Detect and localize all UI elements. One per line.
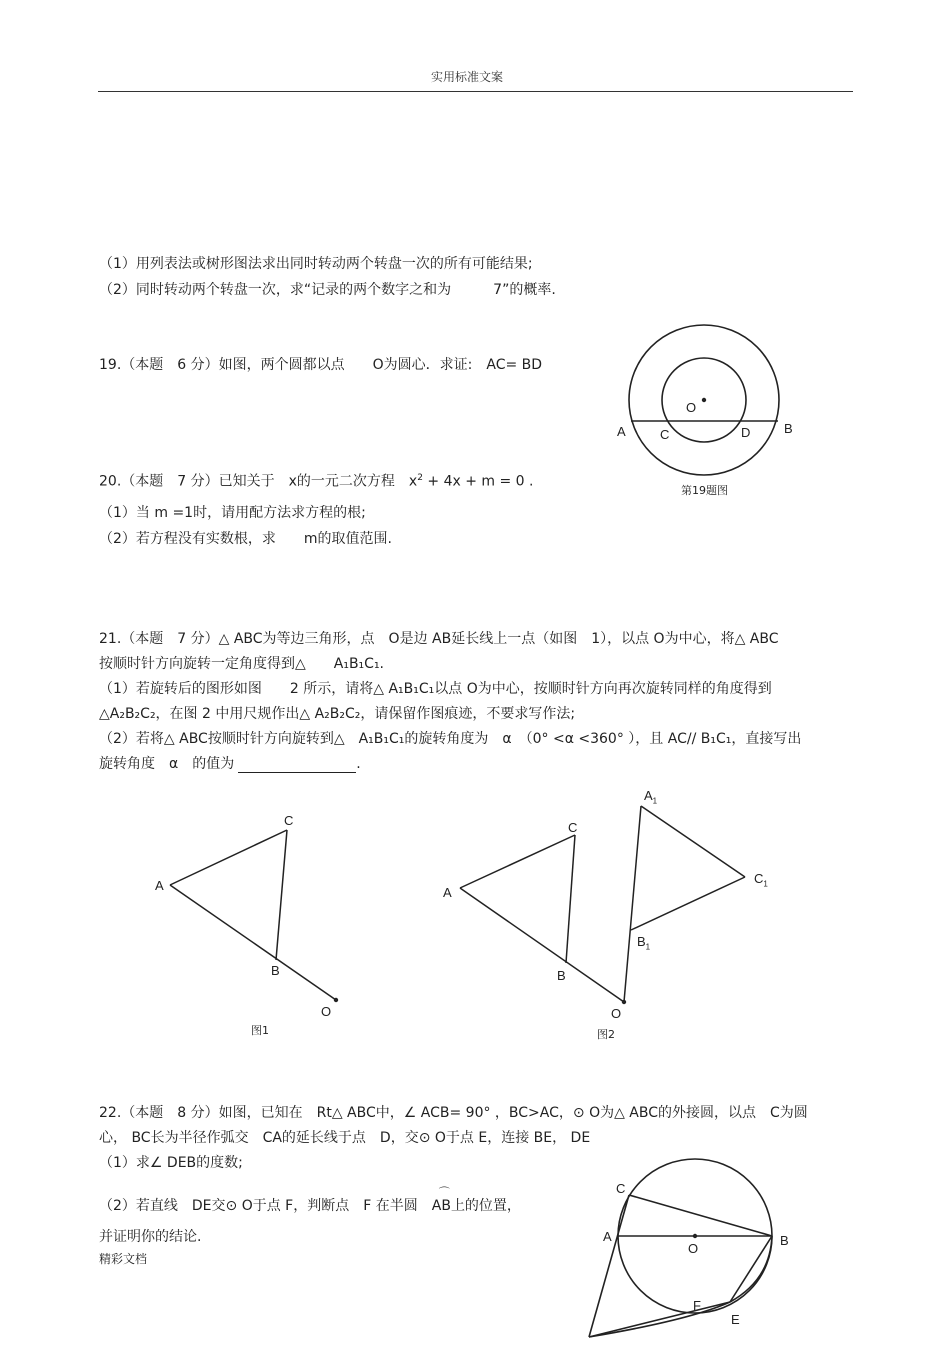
q20-text: [99, 469, 533, 491]
q22-arc-ab-label: AB: [431, 1198, 451, 1214]
fig2-label-a1-letter: A: [644, 788, 653, 803]
fig2-side-ac: [460, 835, 575, 888]
fig1-label-o: O: [321, 1004, 332, 1019]
q19-caption: 第19题图: [681, 484, 728, 497]
fig2-side-c1b1: [631, 877, 745, 930]
fig2-point-o: [622, 1000, 626, 1004]
q22-label-b: B: [780, 1233, 789, 1248]
q21-fig2: [460, 806, 745, 1002]
q22-part2-c: 并证明你的结论.: [99, 1229, 202, 1245]
q21-line6: [99, 755, 361, 773]
q21-line4: △A₂B₂C₂，在图 2 中用尺规作出△ A₂B₂C₂，请保留作图痕迹，不要求写作法;: [99, 706, 576, 722]
q22-side-cb: [629, 1195, 772, 1236]
q19-label-d: D: [741, 425, 751, 440]
fig2-label-c: C: [568, 820, 578, 835]
q19-label-o: O: [686, 400, 697, 415]
q22-label-a: A: [603, 1229, 612, 1244]
q22-part2-b: 上的位置，: [450, 1198, 521, 1214]
fig2-label-c1: [754, 871, 768, 889]
q19-label-a: A: [617, 424, 626, 439]
q18-part2: （2）同时转动两个转盘一次，求“记录的两个数字之和为 7”的概率.: [99, 282, 556, 298]
q21-answer-blank: [238, 758, 356, 773]
fig1-side-ab-extended: [170, 885, 336, 1000]
q19-label-c: C: [660, 427, 670, 442]
q22-line-de: [589, 1302, 730, 1337]
fig2-label-b: B: [557, 968, 566, 983]
q22-label-o: O: [688, 1241, 699, 1256]
q22-part1: （1）求∠ DEB的度数;: [99, 1155, 243, 1171]
q22-label-e: E: [731, 1312, 740, 1327]
q21-line1: 21.（本题 7 分）△ ABC为等边三角形，点 O是边 AB延长线上一点（如图 1），以点 O为中心，将△ ABC: [99, 631, 779, 647]
fig2-label-c1-sub: 1: [763, 879, 768, 889]
q20-part2: （2）若方程没有实数根，求 m的取值范围.: [99, 531, 392, 547]
fig2-ray-o-a1: [624, 806, 641, 1002]
q21-line5: （2）若将△ ABC按顺时针方向旋转到△ A₁B₁C₁的旋转角度为 α （0° <α <360° ），且 AC// B₁C₁，直接写出: [99, 731, 802, 747]
q22-label-f: F: [693, 1298, 701, 1313]
fig1-label-b: B: [271, 963, 280, 978]
fig2-label-o: O: [611, 1006, 622, 1021]
q22-line-eb: [730, 1236, 772, 1302]
fig2-label-a1-sub: 1: [652, 796, 658, 806]
q22-line1: 22.（本题 8 分）如图，已知在 Rt△ ABC中，∠ ACB= 90° ，BC>AC，⊙ O为△ ABC的外接圆，以点 C为圆: [99, 1105, 808, 1121]
fig1-side-cb: [276, 830, 287, 960]
fig2-label-b1: [637, 934, 650, 952]
q20-text-b: + 4x + m = 0 .: [422, 473, 534, 490]
q20-part1: （1）当 m =1时，请用配方法求方程的根;: [99, 505, 366, 521]
fig2-label-b1-sub: 1: [645, 942, 651, 952]
q22-label-c: C: [616, 1181, 626, 1196]
fig1-caption: 图1: [251, 1024, 269, 1037]
q22-arc-ab: [431, 1186, 451, 1215]
q21-line3: （1）若旋转后的图形如图 2 所示，请将△ A₁B₁C₁以点 O为中心，按顺时针方向再次旋转同样的角度得到: [99, 681, 772, 697]
fig2-side-a1c1: [641, 806, 745, 877]
q22-part2: [99, 1186, 521, 1215]
q21-line2: 按顺时针方向旋转一定角度得到△ A₁B₁C₁.: [99, 656, 385, 672]
q22-center-dot: [693, 1234, 697, 1238]
q21-line6-end: .: [356, 756, 361, 772]
fig2-side-ab-extended: [460, 888, 624, 1002]
fig2-caption: 图2: [597, 1028, 615, 1041]
arc-symbol-icon: ⌒: [438, 1186, 450, 1199]
q20-sup: 2: [417, 473, 423, 483]
fig2-label-a1: [644, 788, 657, 806]
page-footer: 精彩文档: [99, 1252, 148, 1266]
q22-line2: 心， BC长为半径作弧交 CA的延长线于点 D，交⊙ O于点 E，连接 BE， DE: [99, 1130, 591, 1146]
q19-label-b: B: [784, 421, 793, 436]
page-header-title: 实用标准文案: [431, 70, 504, 84]
q22-line-cd: [589, 1195, 629, 1337]
fig1-side-ac: [170, 830, 287, 885]
fig1-label-c: C: [284, 813, 294, 828]
fig2-label-c1-letter: C: [754, 871, 764, 886]
q22-part2-a: （2）若直线 DE交⊙ O于点 F，判断点 F 在半圆: [99, 1198, 432, 1214]
q18-part1: （1）用列表法或树形图法求出同时转动两个转盘一次的所有可能结果;: [99, 256, 533, 272]
fig2-side-cb: [566, 835, 575, 963]
q19-text: 19.（本题 6 分）如图，两个圆都以点 O为圆心．求证: AC= BD: [99, 357, 543, 373]
q19-center-dot: [702, 398, 706, 402]
fig1-point-o: [334, 998, 338, 1002]
q20-text-a: 20.（本题 7 分）已知关于 x的一元二次方程 x: [99, 473, 418, 490]
fig1-label-a: A: [155, 878, 164, 893]
fig2-label-b1-letter: B: [637, 934, 646, 949]
fig2-label-a: A: [443, 885, 452, 900]
q21-fig1: [170, 830, 336, 1000]
q21-line6-text: 旋转角度 α 的值为: [99, 756, 235, 772]
